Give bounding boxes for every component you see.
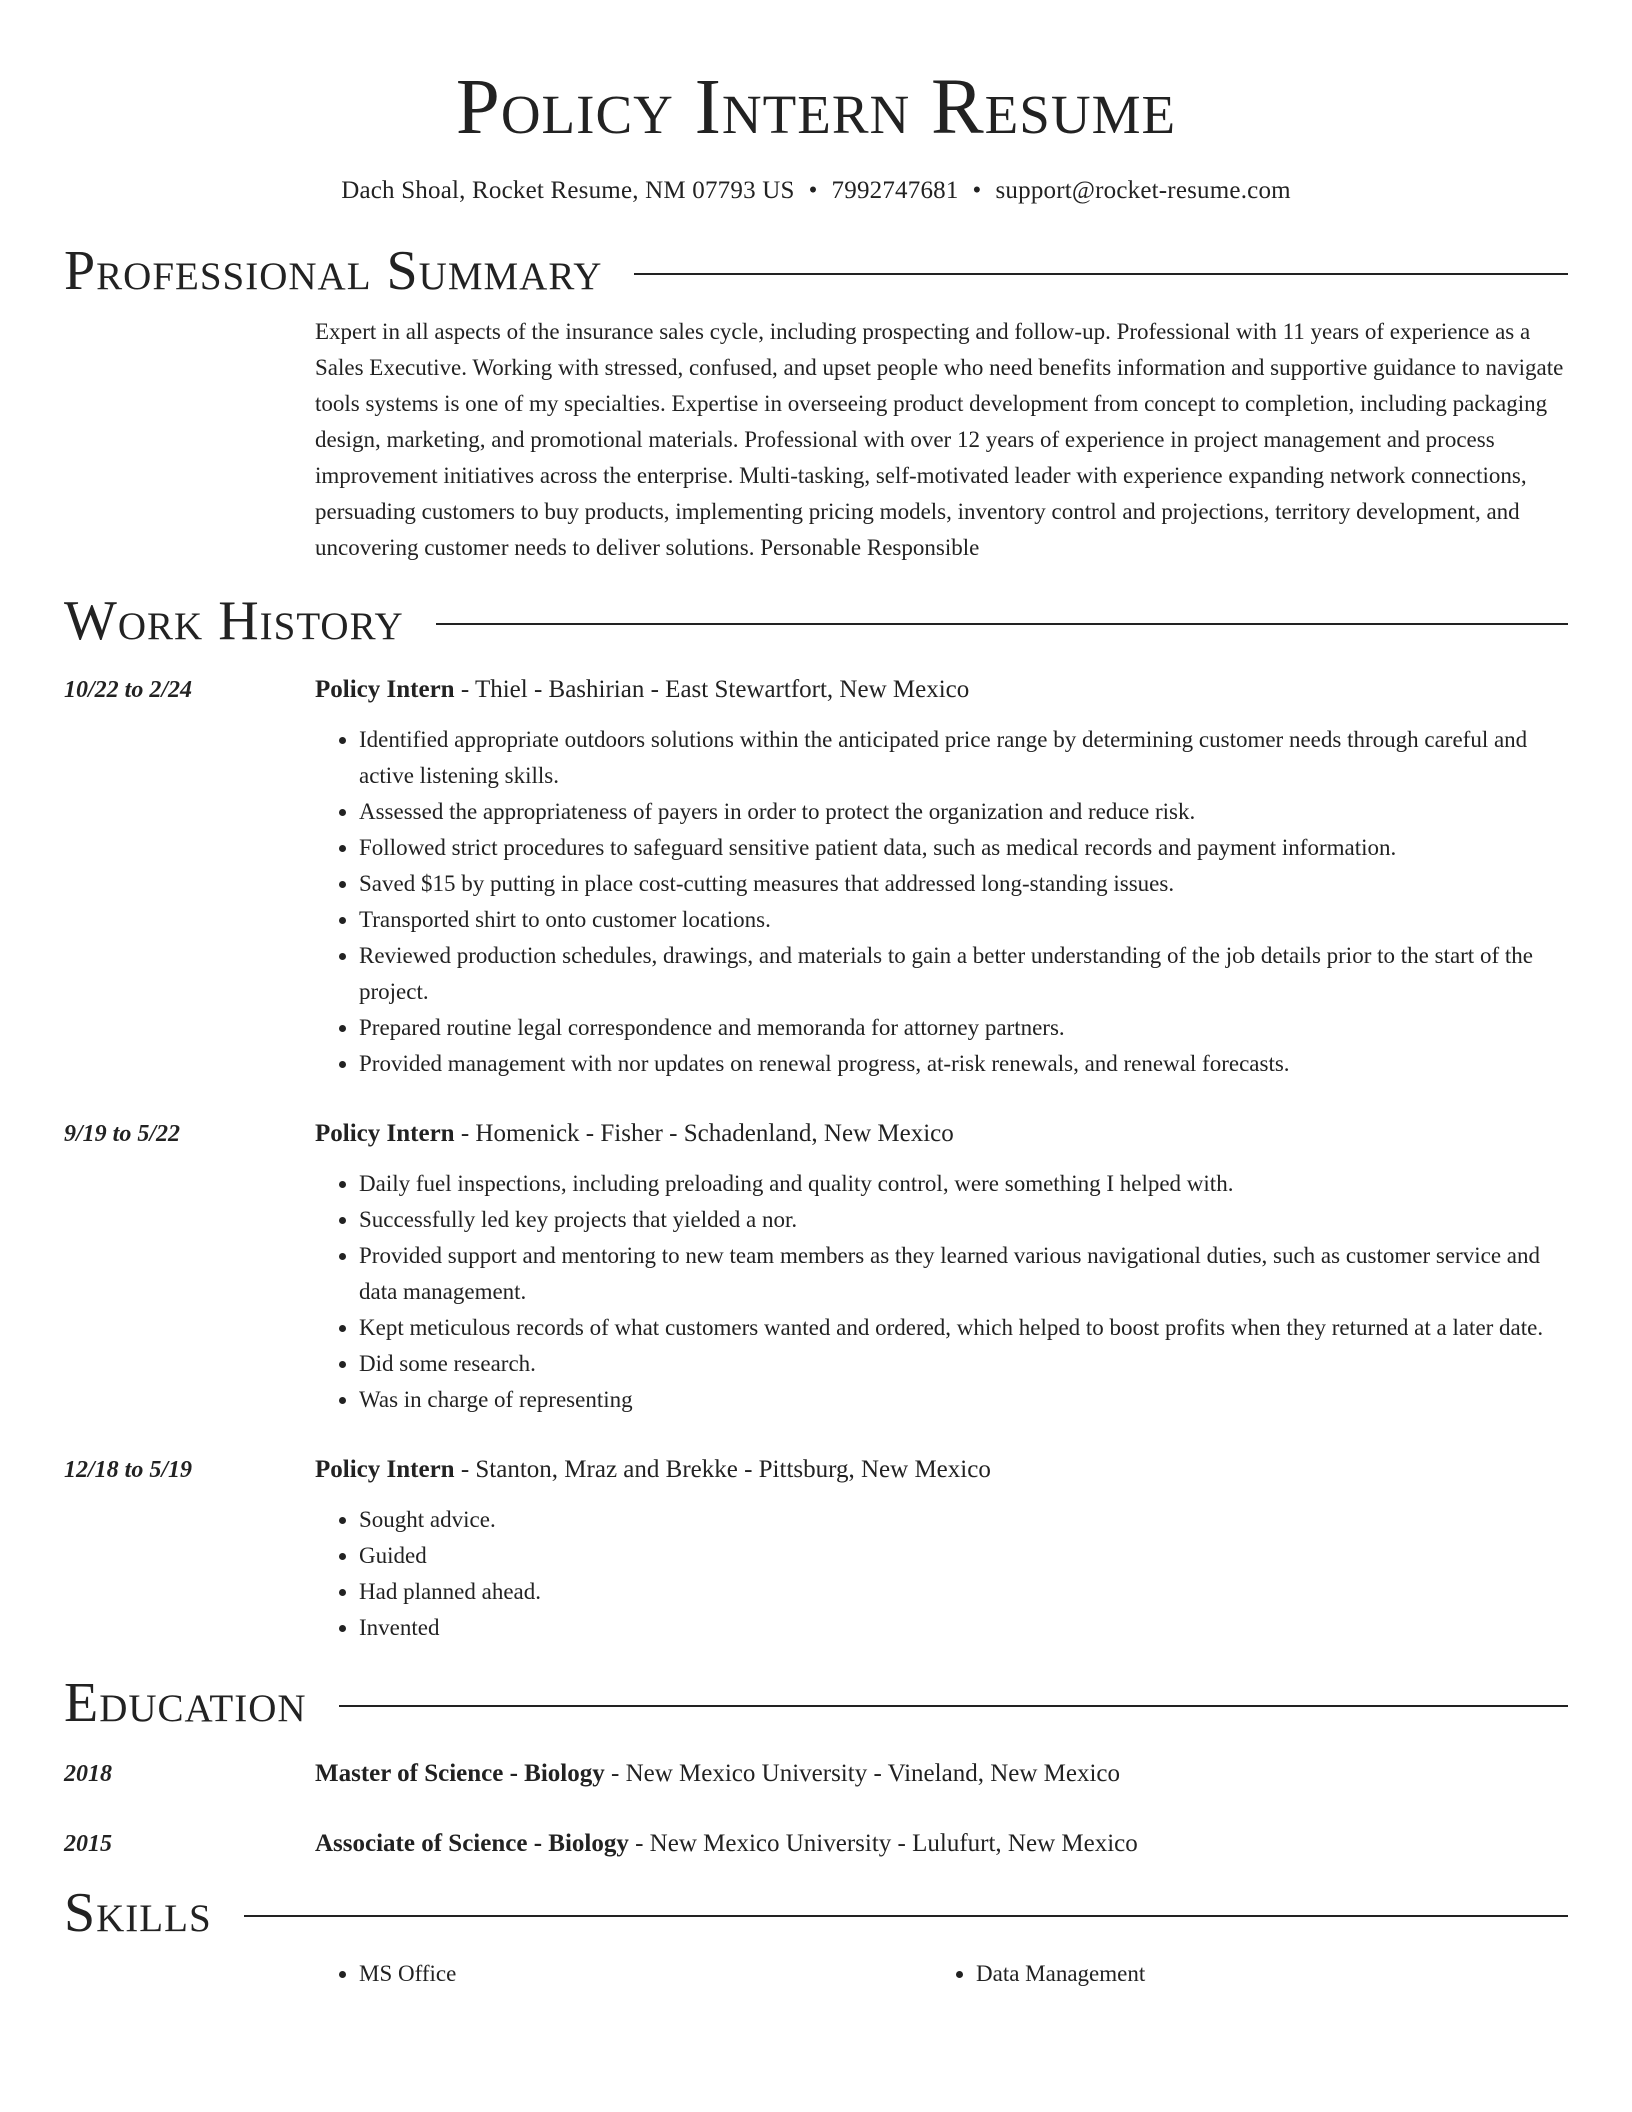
job-bullet: • Guided xyxy=(359,1538,1568,1574)
education-degree: Associate of Science - Biology xyxy=(315,1830,629,1857)
job-title: Policy Intern xyxy=(315,676,455,703)
section-title-skills: Skills xyxy=(64,1882,212,1944)
skill-item: • Data Management xyxy=(976,1956,1549,1992)
work-role-line xyxy=(315,672,1568,708)
section-divider xyxy=(339,1705,1568,1707)
education-details: - New Mexico University - Vineland, New Mexico xyxy=(604,1760,1121,1787)
work-dates: 12/18 to 5/19 xyxy=(64,1457,193,1483)
contact-phone[interactable]: 7992747681 xyxy=(831,177,959,204)
contact-address: Dach Shoal, Rocket Resume, NM 07793 US xyxy=(341,177,795,204)
skill-item: • MS Office xyxy=(359,1956,932,1992)
section-title-work-history: Work History xyxy=(64,590,404,652)
work-entry xyxy=(64,672,1568,1082)
education-degree: Master of Science - Biology xyxy=(315,1760,605,1787)
job-title: Policy Intern xyxy=(315,1456,455,1483)
section-divider xyxy=(634,273,1568,275)
education-entry xyxy=(64,1826,1568,1862)
job-bullet: • Was in charge of representing xyxy=(359,1382,1568,1418)
job-bullet: • Transported shirt to onto customer locations. xyxy=(359,902,1568,938)
section-divider xyxy=(436,623,1568,625)
job-bullets xyxy=(315,1502,1568,1646)
work-section-header xyxy=(64,586,1568,656)
section-divider xyxy=(244,1915,1568,1917)
work-role-line xyxy=(315,1116,1568,1152)
section-title-education: Education xyxy=(64,1672,307,1734)
skills-section-header xyxy=(64,1878,1568,1948)
resume-page xyxy=(64,0,1568,1992)
job-bullets xyxy=(315,722,1568,1082)
section-title-summary: Professional Summary xyxy=(64,240,603,302)
summary-text: Expert in all aspects of the insurance sales cycle, including prospecting and follow-up. Professional with 11 years of experience as a Sales Executive. Working with stressed, confused, and upset people who need benefits information and supportive guidance to navigate tools systems is one of my specialties. Expertise in overseeing product development from concept to completion, including packaging design, marketing, and promotional materials. Professional with over 12 years of experience in project management and process improvement initiatives across the enterprise. Multi-tasking, self-motivated leader with experience expanding network connections, persuading customers to buy products, implementing pricing models, inventory control and projections, territory development, and uncovering customer needs to deliver solutions. Personable Responsible xyxy=(315,319,1564,560)
job-bullet: • Reviewed production schedules, drawings, and materials to gain a better understanding of the job details prior to the start of the project. xyxy=(359,938,1568,1010)
work-entry xyxy=(64,1116,1568,1418)
job-bullet: • Saved $15 by putting in place cost-cutting measures that addressed long-standing issues. xyxy=(359,866,1568,902)
job-bullet: • Provided management with nor updates on renewal progress, at-risk renewals, and renewal forecasts. xyxy=(359,1046,1568,1082)
education-line xyxy=(315,1756,1568,1792)
job-bullet: • Invented xyxy=(359,1610,1568,1646)
education-line xyxy=(315,1826,1568,1862)
job-bullet: • Identified appropriate outdoors solutions within the anticipated price range by determining customer needs through careful and active listening skills. xyxy=(359,722,1568,794)
contact-separator: • xyxy=(808,177,818,204)
job-bullet: • Sought advice. xyxy=(359,1502,1568,1538)
education-year: 2018 xyxy=(64,1761,112,1787)
job-bullet: • Assessed the appropriateness of payers in order to protect the organization and reduce risk. xyxy=(359,794,1568,830)
job-bullet: • Daily fuel inspections, including preloading and quality control, were something I helped with. xyxy=(359,1166,1568,1202)
job-employer-location: - Thiel - Bashirian - East Stewartfort, New Mexico xyxy=(454,676,970,703)
education-section-header xyxy=(64,1668,1568,1738)
education-entry xyxy=(64,1756,1568,1792)
work-entry xyxy=(64,1452,1568,1646)
contact-email[interactable]: support@rocket-resume.com xyxy=(995,177,1291,204)
job-title: Policy Intern xyxy=(315,1120,455,1147)
job-bullet: • Kept meticulous records of what customers wanted and ordered, which helped to boost profits when they returned at a later date. xyxy=(359,1310,1568,1346)
work-history-list xyxy=(64,672,1568,1646)
job-employer-location: - Homenick - Fisher - Schadenland, New Mexico xyxy=(454,1120,954,1147)
job-bullet: • Did some research. xyxy=(359,1346,1568,1382)
resume-title: Policy Intern Resume xyxy=(455,64,1177,151)
skills-column-left xyxy=(315,1956,932,1992)
job-bullet: • Successfully led key projects that yielded a nor. xyxy=(359,1202,1568,1238)
job-bullet: • Followed strict procedures to safeguard sensitive patient data, such as medical records and payment information. xyxy=(359,830,1568,866)
education-year: 2015 xyxy=(64,1831,112,1857)
work-dates: 9/19 to 5/22 xyxy=(64,1121,181,1147)
job-bullet: • Had planned ahead. xyxy=(359,1574,1568,1610)
contact-line xyxy=(64,174,1568,208)
job-bullet: • Provided support and mentoring to new team members as they learned various navigational duties, such as customer service and data management. xyxy=(359,1238,1568,1310)
job-bullets xyxy=(315,1166,1568,1418)
summary-section-header xyxy=(64,236,1568,306)
skills-column-right xyxy=(932,1956,1549,1992)
contact-separator: • xyxy=(972,177,982,204)
work-role-line xyxy=(315,1452,1568,1488)
skills-list xyxy=(315,1956,1568,1992)
job-bullet: • Prepared routine legal correspondence and memoranda for attorney partners. xyxy=(359,1010,1568,1046)
work-dates: 10/22 to 2/24 xyxy=(64,677,193,703)
job-employer-location: - Stanton, Mraz and Brekke - Pittsburg, New Mexico xyxy=(454,1456,991,1483)
education-details: - New Mexico University - Lulufurt, New Mexico xyxy=(628,1830,1138,1857)
